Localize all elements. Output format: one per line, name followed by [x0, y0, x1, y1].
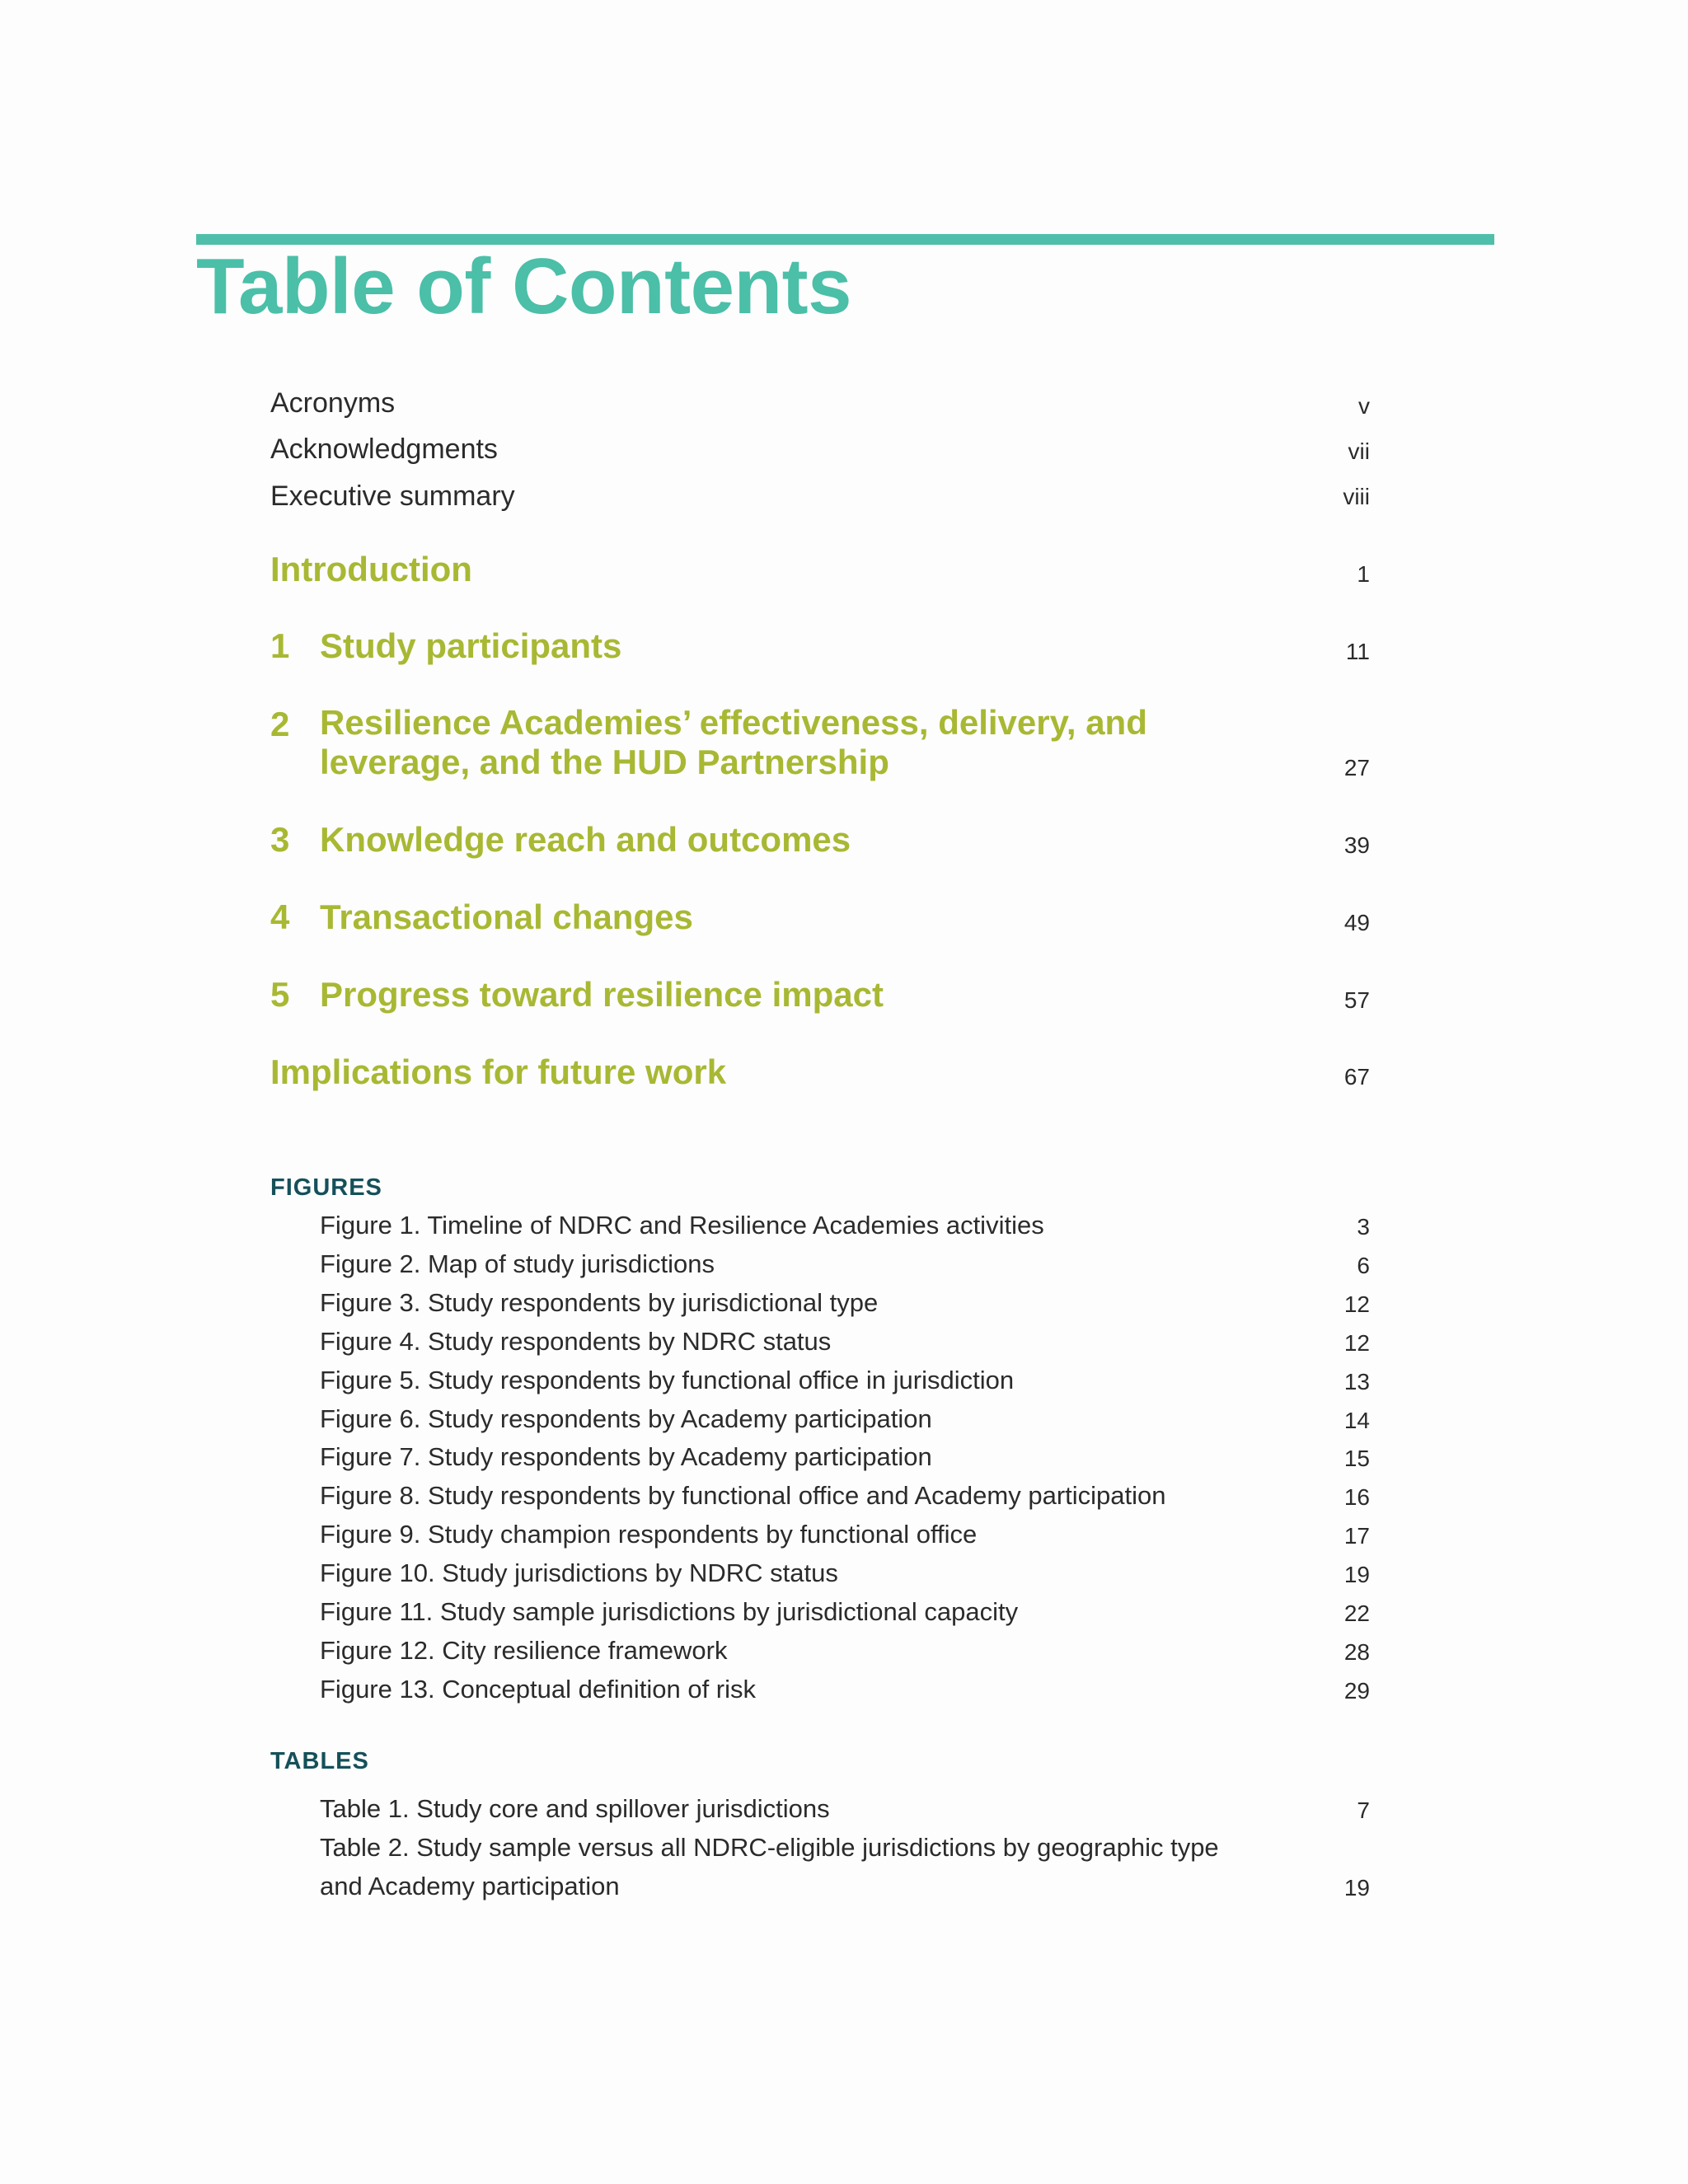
figure-page: 12 — [1343, 1291, 1370, 1317]
chapter-implications[interactable]: Implications for future work — [270, 1052, 727, 1091]
page-title: Table of Contents — [196, 242, 852, 330]
figure-page: 15 — [1343, 1446, 1370, 1471]
figure-page: 6 — [1357, 1253, 1370, 1278]
figure-entry[interactable]: Figure 2. Map of study jurisdictions — [320, 1249, 715, 1278]
chapter-page-3: 39 — [1343, 832, 1370, 858]
figure-entry[interactable]: Figure 3. Study respondents by jurisdictional type — [320, 1288, 879, 1317]
figure-page: 3 — [1357, 1214, 1370, 1240]
table-page: 19 — [1343, 1875, 1370, 1900]
chapter-title-3[interactable]: Knowledge reach and outcomes — [320, 820, 851, 859]
figure-entry[interactable]: Figure 8. Study respondents by functional office and Academy participation — [320, 1481, 1166, 1510]
figure-page: 12 — [1343, 1330, 1370, 1356]
chapter-page-introduction: 1 — [1357, 561, 1370, 587]
figure-page: 13 — [1343, 1369, 1370, 1394]
toc-entry-acronyms[interactable]: Acronyms — [270, 387, 396, 419]
chapter-introduction[interactable]: Introduction — [270, 550, 472, 588]
chapter-title-4[interactable]: Transactional changes — [320, 898, 693, 936]
table-entry[interactable]: Table 1. Study core and spillover jurisdictions — [320, 1794, 830, 1823]
figure-page: 29 — [1343, 1678, 1370, 1704]
figure-page: 19 — [1343, 1562, 1370, 1587]
figure-page: 14 — [1343, 1408, 1370, 1433]
figure-entry[interactable]: Figure 11. Study sample jurisdictions by jurisdictional capacity — [320, 1597, 1019, 1626]
chapter-number-1: 1 — [270, 626, 290, 665]
toc-page-acknowledgments: vii — [1348, 438, 1370, 464]
figure-entry[interactable]: Figure 5. Study respondents by functional office in jurisdiction — [320, 1366, 1015, 1394]
table-page: 7 — [1357, 1797, 1370, 1823]
figure-entry[interactable]: Figure 6. Study respondents by Academy participation — [320, 1404, 932, 1433]
figure-entry[interactable]: Figure 1. Timeline of NDRC and Resilience Academies activities — [320, 1211, 1044, 1240]
figure-entry[interactable]: Figure 13. Conceptual definition of risk — [320, 1675, 757, 1704]
figure-entry[interactable]: Figure 9. Study champion respondents by functional office — [320, 1520, 978, 1549]
chapter-title-2[interactable]: Resilience Academies’ effectiveness, delivery, and leverage, and the HUD Partnership — [320, 703, 1147, 781]
chapter-page-1: 11 — [1345, 639, 1370, 664]
toc-entry-executive-summary[interactable]: Executive summary — [270, 480, 515, 512]
chapter-page-implications: 67 — [1343, 1064, 1370, 1090]
chapter-number-4: 4 — [270, 898, 290, 936]
toc-page-acronyms: v — [1358, 393, 1370, 419]
chapter-page-4: 49 — [1343, 910, 1370, 935]
figure-entry[interactable]: Figure 10. Study jurisdictions by NDRC status — [320, 1558, 838, 1587]
chapter-number-5: 5 — [270, 975, 290, 1014]
toc-entry-acknowledgments[interactable]: Acknowledgments — [270, 434, 498, 465]
toc-page-executive-summary: viii — [1343, 484, 1370, 509]
chapter-title-5[interactable]: Progress toward resilience impact — [320, 975, 884, 1014]
chapter-title-1[interactable]: Study participants — [320, 626, 622, 665]
figures-heading: FIGURES — [270, 1174, 382, 1201]
chapter-page-2: 27 — [1343, 755, 1370, 780]
tables-heading: TABLES — [270, 1748, 369, 1774]
chapter-number-3: 3 — [270, 820, 290, 859]
figure-entry[interactable]: Figure 12. City resilience framework — [320, 1636, 728, 1665]
table-entry[interactable]: Table 2. Study sample versus all NDRC-eligible jurisdictions by geographic type and Academy participation — [320, 1833, 1219, 1900]
chapter-number-2: 2 — [270, 705, 290, 743]
figure-page: 17 — [1343, 1523, 1370, 1549]
figure-entry[interactable]: Figure 7. Study respondents by Academy participation — [320, 1442, 932, 1471]
chapter-page-5: 57 — [1343, 987, 1370, 1013]
figure-entry[interactable]: Figure 4. Study respondents by NDRC status — [320, 1327, 832, 1356]
figure-page: 28 — [1343, 1639, 1370, 1665]
figure-page: 16 — [1343, 1484, 1370, 1510]
figure-page: 22 — [1343, 1601, 1370, 1626]
